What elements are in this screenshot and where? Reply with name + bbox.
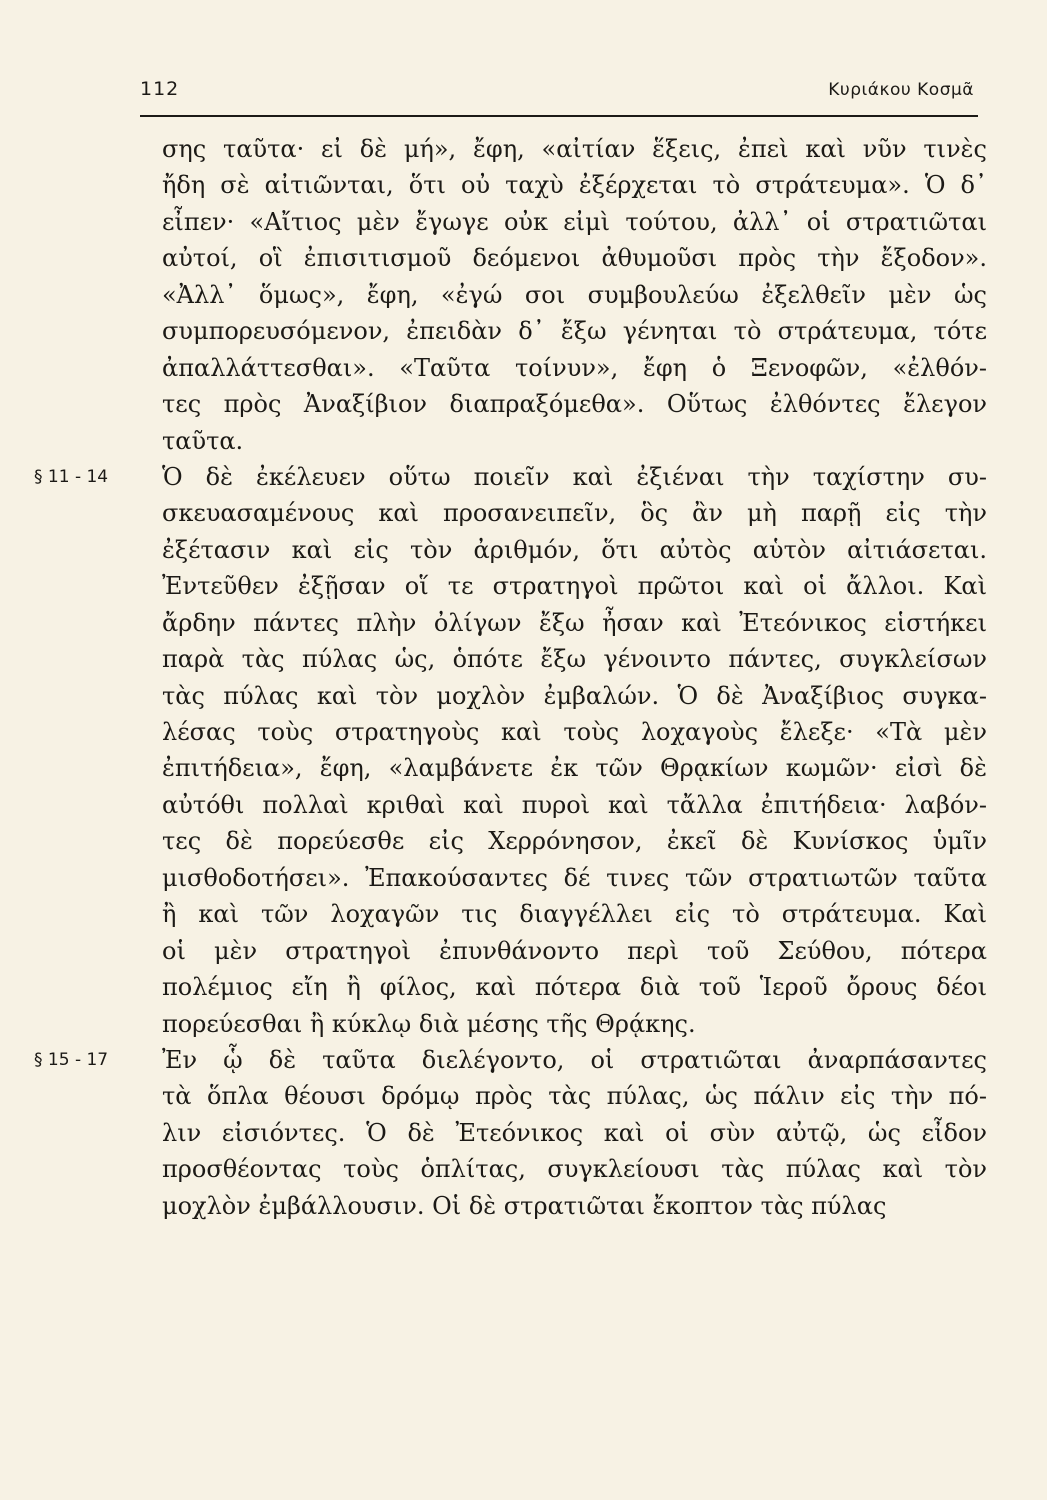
text-line: ἤδη σὲ αἰτιῶνται, ὅτι οὐ ταχὺ ἐξέρχεται τὸ στράτευμα». Ὁ δ᾽ bbox=[162, 171, 987, 200]
text-line-wrap bbox=[162, 750, 987, 786]
text-line-wrap bbox=[162, 423, 987, 459]
text-line-wrap bbox=[162, 860, 987, 896]
text-line-wrap bbox=[162, 204, 987, 240]
text-line-wrap bbox=[162, 131, 987, 167]
text-line: τὰς πύλας καὶ τὸν μοχλὸν ἐμβαλών. Ὁ δὲ Ἀναξίβιος συγκα- bbox=[162, 681, 987, 710]
text-line-wrap bbox=[162, 386, 987, 422]
text-line-wrap bbox=[34, 459, 987, 495]
text-line: προσθέοντας τοὺς ὁπλίτας, συγκλείουσι τὰς πύλας καὶ τὸν bbox=[162, 1155, 987, 1184]
text-line-wrap bbox=[162, 787, 987, 823]
text-line: μοχλὸν ἐμβάλλουσιν. Οἱ δὲ στρατιῶται ἔκοπτον τὰς πύλας bbox=[162, 1191, 887, 1220]
text-line: Ἐντεῦθεν ἐξῇσαν οἵ τε στρατηγοὶ πρῶτοι καὶ οἱ ἄλλοι. Καὶ bbox=[162, 572, 987, 601]
text-line-wrap bbox=[162, 1151, 987, 1187]
text-line: σης ταῦτα· εἰ δὲ μή», ἔφη, «αἰτίαν ἕξεις, ἐπεὶ καὶ νῦν τινὲς bbox=[162, 135, 987, 163]
text-line: ἐξέτασιν καὶ εἰς τὸν ἀριθμόν, ὅτι αὐτὸς αὑτὸν αἰτιάσεται. bbox=[162, 535, 987, 564]
text-line-wrap bbox=[162, 240, 987, 276]
text-line: ἀπαλλάττεσθαι». «Ταῦτα τοίνυν», ἔφη ὁ Ξενοφῶν, «ἐλθόν- bbox=[162, 353, 987, 382]
text-line: Ἐν ᾧ δὲ ταῦτα διελέγοντο, οἱ στρατιῶται ἀναρπάσαντες bbox=[162, 1045, 987, 1074]
running-head: Κυριάκου Κοσμᾶ bbox=[828, 80, 974, 100]
text-line: ἄρδην πάντες πλὴν ὀλίγων ἔξω ἦσαν καὶ Ἐτεόνικος εἱστήκει bbox=[162, 608, 987, 637]
text-line-wrap bbox=[162, 495, 987, 531]
text-line-wrap bbox=[162, 277, 987, 313]
text-line-wrap bbox=[162, 350, 987, 386]
text-line-wrap bbox=[162, 823, 987, 859]
text-line: λέσας τοὺς στρατηγοὺς καὶ τοὺς λοχαγοὺς ἔλεξε· «Τὰ μὲν bbox=[162, 718, 987, 746]
page-number: 112 bbox=[140, 78, 180, 100]
text-line-wrap bbox=[162, 532, 987, 568]
text-line: ἐπιτήδεια», ἔφη, «λαμβάνετε ἐκ τῶν Θρᾳκίων κωμῶν· εἰσὶ δὲ bbox=[162, 754, 987, 783]
text-line-wrap bbox=[162, 313, 987, 349]
text-line: συμπορευσόμενον, ἐπειδὰν δ᾽ ἔξω γένηται τὸ στράτευμα, τότε bbox=[162, 317, 987, 346]
text-line: σκευασαμένους καὶ προσανειπεῖν, ὃς ἂν μὴ παρῇ εἰς τὴν bbox=[162, 499, 987, 528]
text-line: αὐτόθι πολλαὶ κριθαὶ καὶ πυροὶ καὶ τἄλλα ἐπιτήδεια· λαβόν- bbox=[162, 790, 987, 819]
text-line-wrap bbox=[162, 1188, 987, 1224]
text-line-wrap bbox=[162, 714, 987, 750]
text-line-wrap bbox=[162, 1006, 987, 1042]
section-marker: § 11 - 14 bbox=[34, 466, 109, 487]
text-line: ἢ καὶ τῶν λοχαγῶν τις διαγγέλλει εἰς τὸ στράτευμα. Καὶ bbox=[162, 900, 987, 929]
text-line-wrap bbox=[162, 167, 987, 203]
body-text bbox=[34, 131, 987, 1224]
text-line-wrap bbox=[162, 1078, 987, 1114]
text-line: πορεύεσθαι ἢ κύκλῳ διὰ μέσης τῆς Θρᾴκης. bbox=[162, 1009, 696, 1038]
text-line-wrap bbox=[162, 896, 987, 932]
text-line: ταῦτα. bbox=[162, 426, 244, 455]
text-line: αὐτοί, οἳ ἐπισιτισμοῦ δεόμενοι ἀθυμοῦσι πρὸς τὴν ἔξοδον». bbox=[162, 244, 987, 273]
text-line: εἶπεν· «Αἴτιος μὲν ἔγωγε οὐκ εἰμὶ τούτου, ἀλλ᾽ οἱ στρατιῶται bbox=[162, 207, 987, 236]
text-line-wrap bbox=[162, 969, 987, 1005]
text-line: οἱ μὲν στρατηγοὶ ἐπυνθάνοντο περὶ τοῦ Σεύθου, πότερα bbox=[162, 936, 987, 965]
text-line-wrap bbox=[162, 641, 987, 677]
section-marker: § 15 - 17 bbox=[34, 1049, 109, 1070]
text-line-wrap bbox=[162, 1115, 987, 1151]
text-line: τες πρὸς Ἀναξίβιον διαπραξόμεθα». Οὕτως ἐλθόντες ἔλεγον bbox=[162, 390, 987, 419]
text-line: Ὁ δὲ ἐκέλευεν οὕτω ποιεῖν καὶ ἐξιέναι τὴν ταχίστην συ- bbox=[162, 462, 987, 491]
text-line: τὰ ὅπλα θέουσι δρόμῳ πρὸς τὰς πύλας, ὡς πάλιν εἰς τὴν πό- bbox=[162, 1082, 987, 1111]
text-line-wrap bbox=[162, 605, 987, 641]
text-line-wrap bbox=[162, 678, 987, 714]
header-rule bbox=[140, 115, 978, 117]
text-line: λιν εἰσιόντες. Ὁ δὲ Ἐτεόνικος καὶ οἱ σὺν αὐτῷ, ὡς εἶδον bbox=[162, 1118, 987, 1147]
text-line-wrap bbox=[34, 1042, 987, 1078]
text-line: τες δὲ πορεύεσθε εἰς Χερρόνησον, ἐκεῖ δὲ Κυνίσκος ὑμῖν bbox=[162, 827, 987, 856]
text-line: μισθοδοτήσει». Ἐπακούσαντες δέ τινες τῶν στρατιωτῶν ταῦτα bbox=[162, 863, 987, 892]
text-line: «Ἀλλ᾽ ὅμως», ἔφη, «ἐγώ σοι συμβουλεύω ἐξελθεῖν μὲν ὡς bbox=[162, 280, 987, 309]
text-line: παρὰ τὰς πύλας ὡς, ὁπότε ἔξω γένοιντο πάντες, συγκλείσων bbox=[162, 645, 987, 674]
page-header bbox=[140, 76, 978, 108]
text-line-wrap bbox=[162, 568, 987, 604]
text-line: πολέμιος εἴη ἢ φίλος, καὶ πότερα διὰ τοῦ Ἱεροῦ ὄρους δέοι bbox=[162, 973, 987, 1002]
text-line-wrap bbox=[162, 933, 987, 969]
